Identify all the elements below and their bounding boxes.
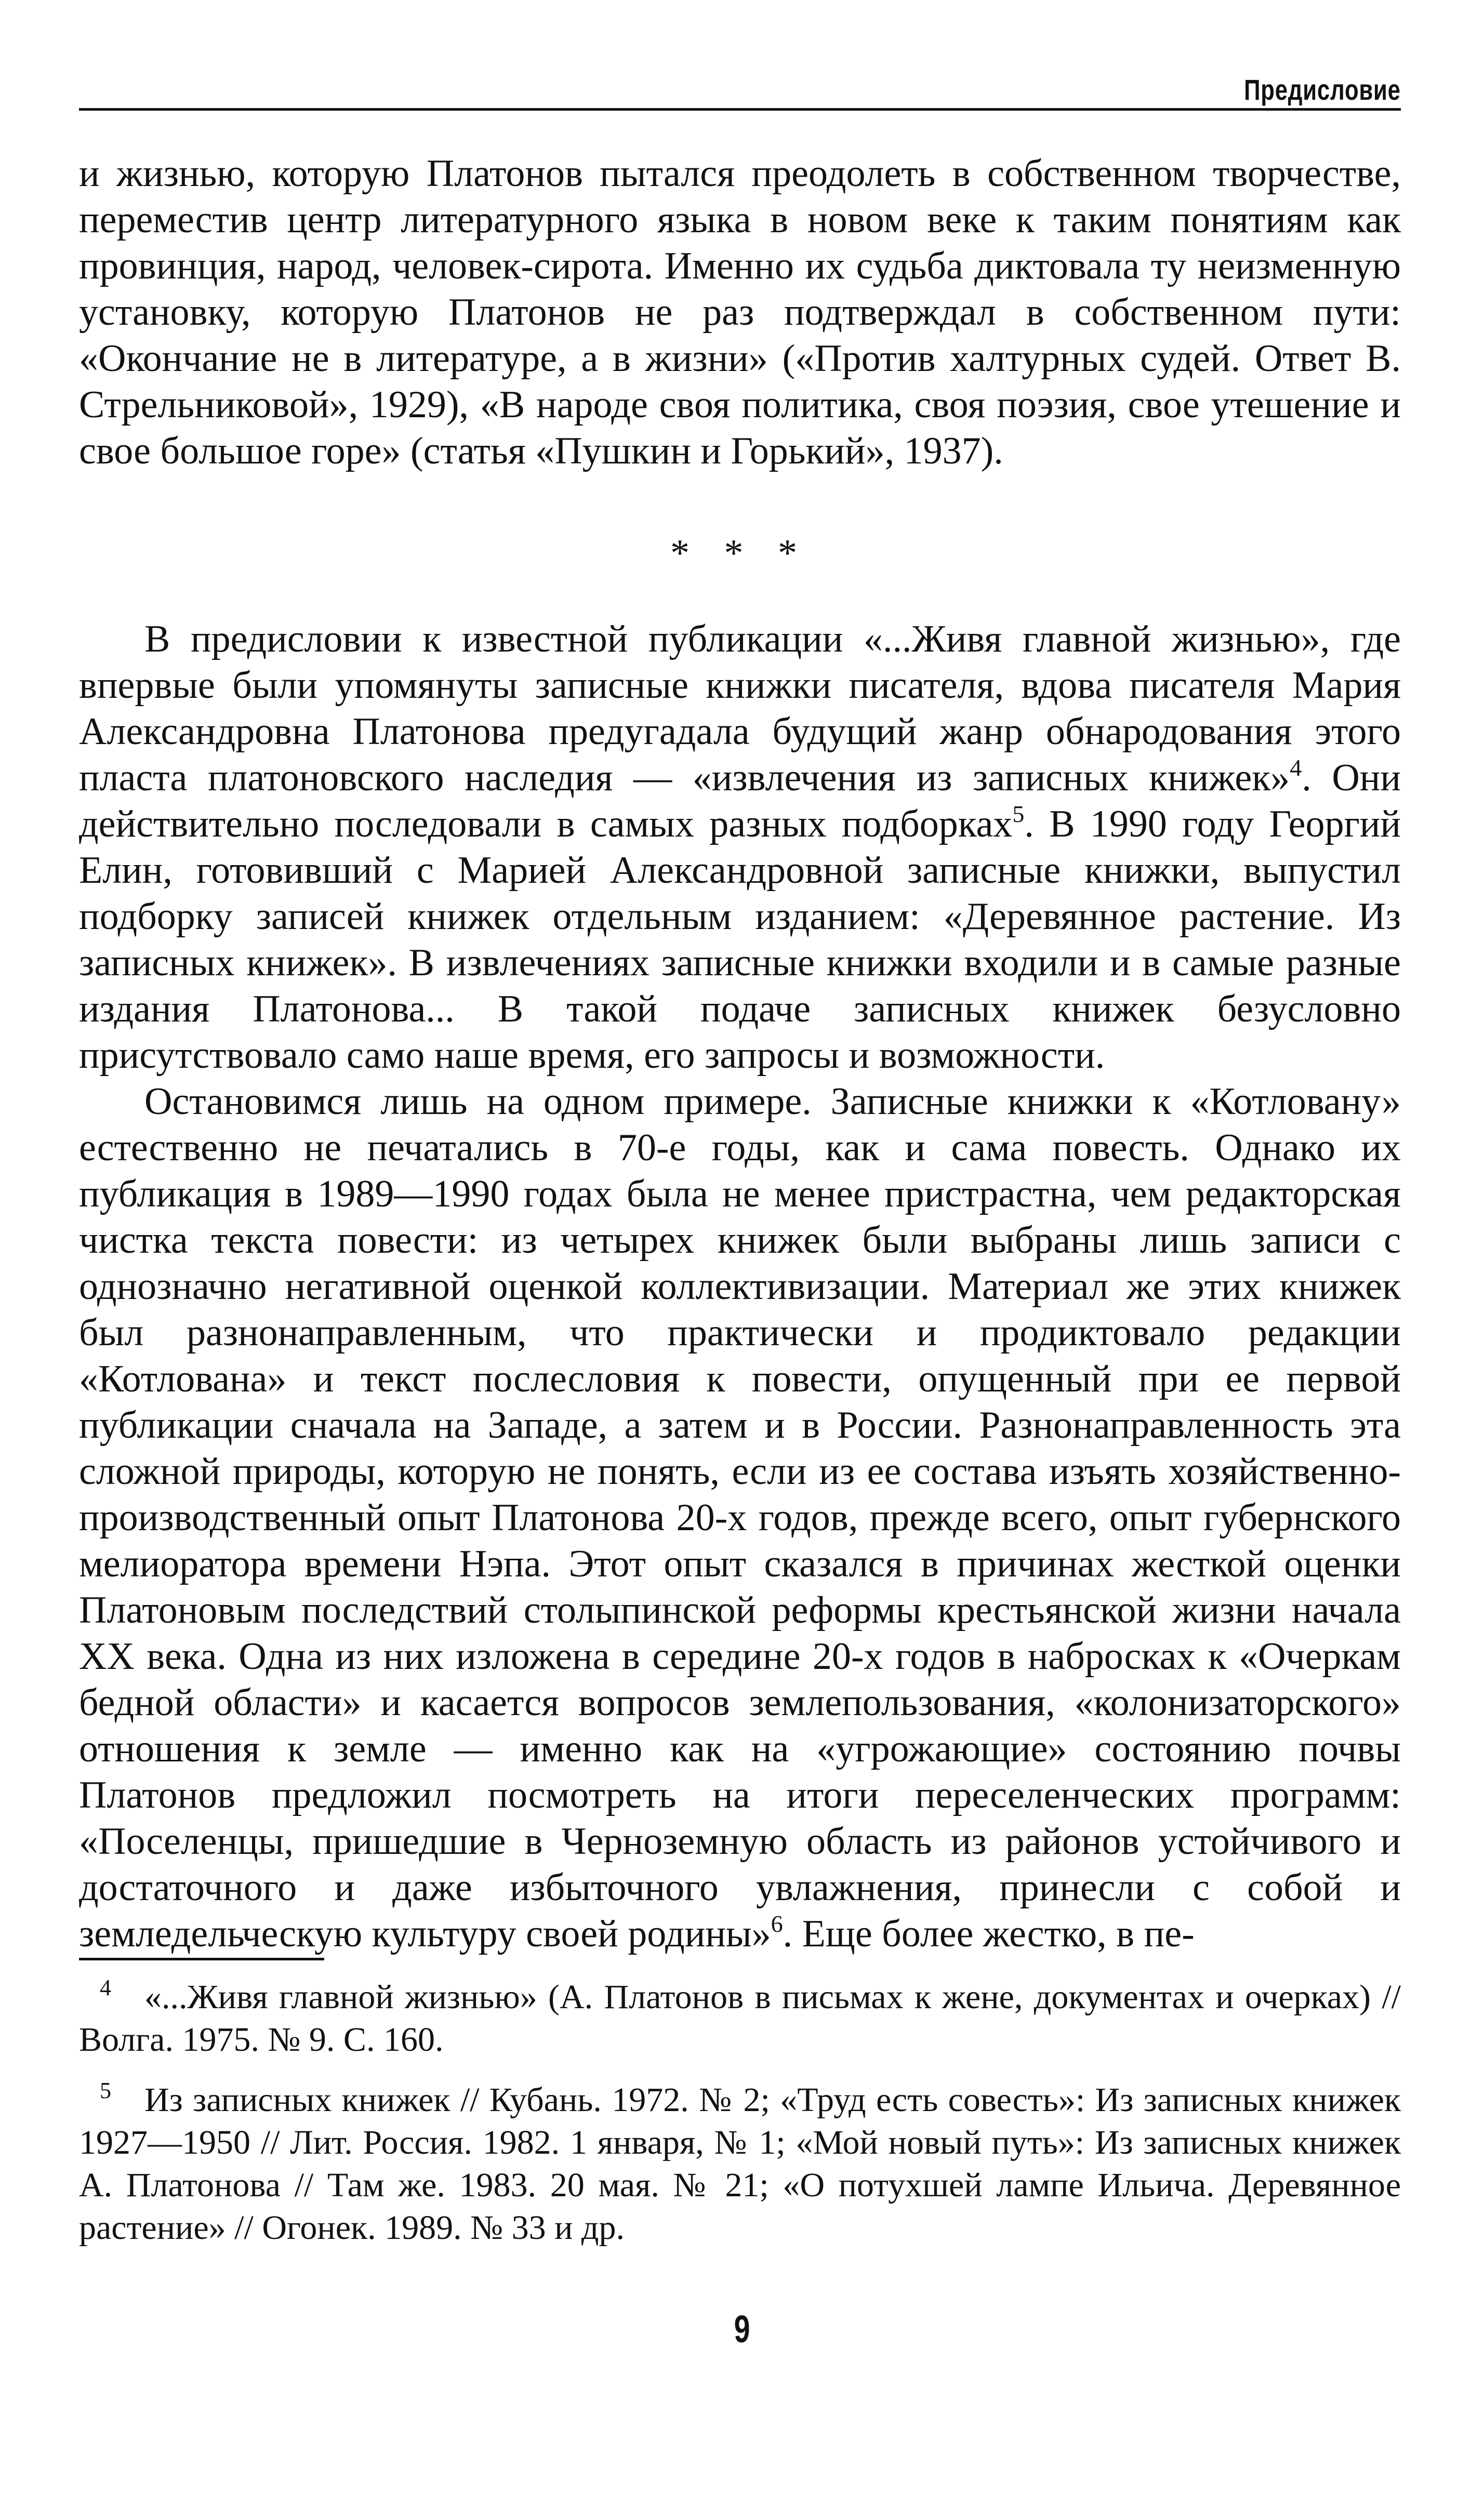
paragraph-text: . Они действительно последовали в самых разных подборках xyxy=(79,757,1401,845)
main-text xyxy=(79,151,1401,1957)
footnote-ref-5[interactable]: 5 xyxy=(1012,801,1025,827)
paragraph-continuation: и жизнью, которую Платонов пытался преодолеть в собственном творчестве, переместив центр литературного языка в новом веке к таким понятиям как провинция, народ, человек-сирота. Именно их судьба диктовала ту неизменную установку, которую Платонов не раз подтверждал в собственном пути: «Окончание не в литературе, а в жизни» («Против халтурных судей. Ответ В. Стрельниковой», 1929), «В народе своя политика, своя поэзия, свое утешение и свое большое горе» (статья «Пушкин и Горький», 1937). xyxy=(79,152,1401,472)
footnote-text: Из записных книжек // Кубань. 1972. № 2; «Труд есть совесть»: Из записных книжек 1927—1950 // Лит. Россия. 1982. 1 января, № 1; «Мой новый путь»: Из записных книжек А. Платонова // Там же. 1983. 20 мая. № 21; «О потухшей лампе Ильича. Деревянное растение» // Огонек. 1989. № 33 и др. xyxy=(79,2081,1401,2247)
paragraph-text: Остановимся лишь на одном примере. Записные книжки к «Котловану» естественно не печатались в 70-е годы, как и сама повесть. Однако их публикация в 1989—1990 годах была не менее пристрастна, чем редакторская чистка текста повести: из четырех книжек были выбраны лишь записи с однозначно негативной оценкой коллективизации. Материал же этих книжек был разнонаправленным, что практически и продиктовало редакции «Котлована» и текст послесловия к повести, опущенный при ее первой публикации сначала на Западе, а затем и в России. Разнонаправленность эта сложной природы, которую не понять, если из ее состава изъять хозяйственно-производственный опыт Платонова 20-х годов, прежде всего, опыт губернского мелиоратора времени Нэпа. Этот опыт сказался в причинах жесткой оценки Платоновым последствий столыпинской реформы крестьянской жизни начала XX века. Одна из них изложена в середине 20-х годов в набросках к «Очеркам бедной области» и касается вопросов землепользования, «колонизаторского» отношения к земле — именно как на «угрожающие» состоянию почвы Платонов предложил посмотреть на итоги переселенческих программ: «Поселенцы, пришедшие в Черноземную область из районов устойчивого и достаточного и даже избыточного увлажнения, принесли с собой и земледельческую культуру своей родины» xyxy=(79,1080,1401,1955)
paragraph-notebooks-publication xyxy=(79,616,1401,1079)
paragraph-kotlovan-example xyxy=(79,1079,1401,1957)
section-separator: * * * xyxy=(670,532,810,575)
footnote-number: 4 xyxy=(100,1975,111,2000)
paragraph-text: В предисловии к известной публикации «...Живя главной жизнью», где впервые были упомянуты записные книжки писателя, вдова писателя Мария Александровна Платонова предугадала будущий жанр обнародования этого пласта платоновского наследия — «извлечения из записных книжек» xyxy=(79,618,1401,799)
footnote-rule xyxy=(79,1958,324,1960)
paragraph-text: . В 1990 году Георгий Елин, готовивший с Марией Александровной записные книжки, выпустил подборку записей книжек отдельным изданием: «Деревянное растение. Из записных книжек». В извлечениях записные книжки входили и в самые разные издания Платонова... В такой подаче записных книжек безусловно присутствовало само наше время, его запросы и возможности. xyxy=(79,803,1401,1077)
footnote-4 xyxy=(79,1976,1401,2061)
running-head: Предисловие xyxy=(1244,73,1401,106)
footnote-text: «...Живя главной жизнью» (А. Платонов в письмах к жене, документах и очерках) // Волга. 1975. № 9. С. 160. xyxy=(79,1978,1401,2059)
footnote-ref-6[interactable]: 6 xyxy=(771,1911,783,1937)
page-number: 9 xyxy=(734,2307,750,2351)
paragraph-text: . Еще более жестко, в пе- xyxy=(783,1913,1195,1955)
header-rule xyxy=(79,108,1401,111)
footnote-number: 5 xyxy=(100,2078,111,2103)
footnote-ref-4[interactable]: 4 xyxy=(1290,754,1302,781)
footnote-5 xyxy=(79,2079,1401,2249)
footnotes xyxy=(79,1958,1401,2267)
